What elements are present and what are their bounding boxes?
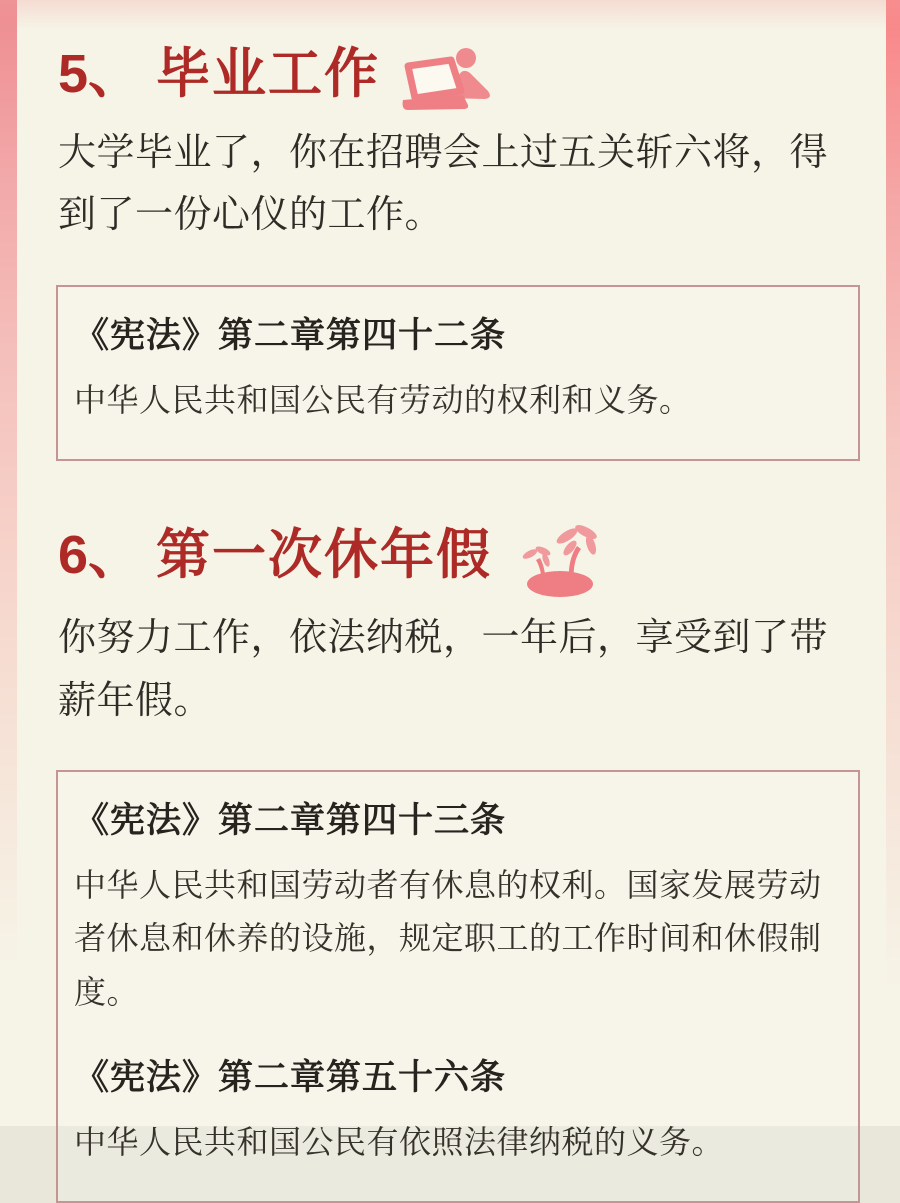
law-article-heading: 《宪法》第二章第五十六条 <box>74 1057 507 1097</box>
law-article-text: 中华人民共和国劳动者有休息的权利。国家发展劳动者休息和休养的设施，规定职工的工作时间和休假制度。 <box>74 867 822 1010</box>
section-title-graduation <box>58 40 860 108</box>
section-title-annual-leave <box>58 517 860 593</box>
section-first-annual-leave <box>58 517 860 1203</box>
law-article-heading: 《宪法》第二章第四十二条 <box>74 315 507 355</box>
law-article <box>74 798 832 1019</box>
law-box-articles-43-56 <box>56 770 860 1203</box>
law-article <box>74 1055 832 1170</box>
section-number: 6、 <box>58 525 143 586</box>
law-article-text: 中华人民共和国公民有劳动的权利和义务。 <box>74 382 692 419</box>
law-article-text: 中华人民共和国公民有依照法律纳税的义务。 <box>74 1124 725 1161</box>
section-number: 5、 <box>58 43 143 104</box>
section-title-text: 毕业工作 <box>156 43 381 104</box>
law-box-article-42 <box>56 285 860 462</box>
section-body-text: 你努力工作，依法纳税，一年后，享受到了带薪年假。 <box>58 617 829 722</box>
law-article-heading: 《宪法》第二章第四十三条 <box>74 800 507 840</box>
section-title-text: 第一次休年假 <box>156 525 493 586</box>
section-graduation-work <box>58 40 860 461</box>
palm-island-icon <box>512 523 608 599</box>
law-article <box>74 313 832 428</box>
laptop-person-icon <box>400 46 498 114</box>
section-body-text: 大学毕业了，你在招聘会上过五关斩六将，得到了一份心仪的工作。 <box>58 132 829 237</box>
